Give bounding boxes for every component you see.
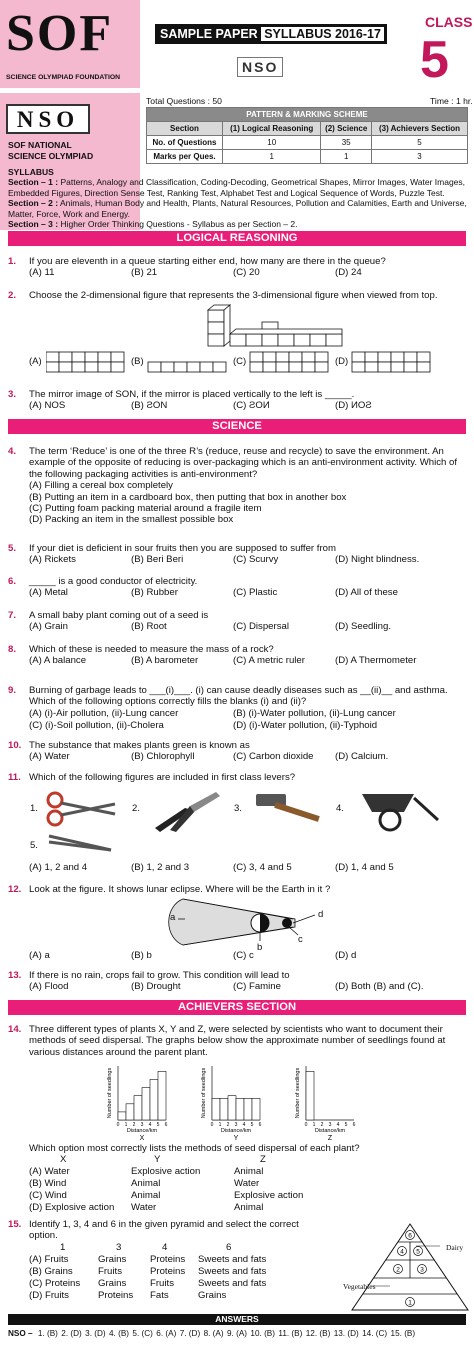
option-a: (A) Flood bbox=[29, 981, 69, 993]
answer-item: 13. (D) bbox=[333, 1329, 359, 1338]
pyramid-label: 4 bbox=[400, 1248, 404, 1256]
3d-blocks-figure bbox=[200, 304, 350, 348]
diagram-label: c bbox=[298, 934, 303, 945]
answer-item: 11. (B) bbox=[278, 1329, 303, 1338]
question-text: The term ‘Reduce’ is one of the three R’s (reduce, reuse and recycle) to save the environment. An example of the opposite of reducing is over-packaging which is an anti-environment activity. Which of the following packaging activities is anti-environment? bbox=[29, 446, 458, 480]
question-number: 8. bbox=[8, 644, 17, 655]
option-c: (C) Dispersal bbox=[233, 621, 289, 633]
bar bbox=[126, 1104, 134, 1120]
question-number: 11. bbox=[8, 772, 21, 783]
tweezers-icon bbox=[45, 832, 115, 854]
pyramid-label: 1 bbox=[408, 1299, 412, 1307]
option-b: (B) Putting an item in a cardboard box, then putting that box in another box bbox=[29, 491, 347, 503]
x-tick-label: 1 bbox=[312, 1122, 316, 1128]
option-cell: Grains bbox=[198, 1289, 227, 1301]
option-d: (D) Seedling. bbox=[335, 621, 391, 633]
class-label: CLASS bbox=[425, 14, 473, 30]
section-achievers: ACHIEVERS SECTION bbox=[8, 1000, 466, 1015]
column-head: 6 bbox=[226, 1241, 232, 1253]
option-cell: Animal bbox=[131, 1190, 161, 1202]
lunar-eclipse-diagram bbox=[165, 897, 335, 949]
option-c: (C) ƧOИ bbox=[233, 400, 270, 412]
pattern-cell: 5 bbox=[371, 136, 467, 150]
x-tick-label: 3 bbox=[140, 1122, 144, 1128]
option-b: (B) Grains bbox=[29, 1265, 73, 1277]
option-cell: Fats bbox=[150, 1289, 169, 1301]
answer-item: 2. (D) bbox=[61, 1329, 82, 1338]
x-tick-label: 4 bbox=[148, 1122, 152, 1128]
option-a: (A) Metal bbox=[29, 587, 68, 599]
question-number: 1. bbox=[8, 256, 17, 267]
question-9 bbox=[8, 685, 466, 732]
syllabus-section-1-text: Patterns, Analogy and Classification, Coding-Decoding, Geometrical Shapes, Mirror Images, Water Images, Embedded Figures, Direction Sense Test, Ranking Test, Alphabet Test and Logical Sequence of Words, Puzzle Test. bbox=[8, 177, 466, 198]
option-a: (A) Water bbox=[29, 1166, 70, 1178]
option-d: (D) ИOƧ bbox=[335, 400, 372, 412]
option-d: (D) d bbox=[335, 950, 357, 961]
option-c: (C) Carbon dioxide bbox=[233, 751, 314, 763]
option-cell: Fruits bbox=[150, 1277, 174, 1289]
question-11 bbox=[8, 772, 466, 783]
x-axis-label: Distance/km bbox=[126, 1128, 158, 1134]
question-7 bbox=[8, 610, 466, 633]
question-number: 14. bbox=[8, 1024, 22, 1035]
diagram-label: a bbox=[170, 912, 176, 923]
column-head: 4 bbox=[162, 1241, 168, 1253]
option-c: (C) Proteins bbox=[29, 1277, 81, 1289]
question-11-options bbox=[8, 862, 466, 874]
pyramid-label: 6 bbox=[408, 1232, 412, 1240]
question-text: The substance that makes plants green is known as bbox=[29, 740, 250, 751]
option-cell: Explosive action bbox=[131, 1166, 201, 1178]
option-cell: Proteins bbox=[150, 1253, 186, 1265]
bar bbox=[228, 1096, 236, 1120]
option-cell: Proteins bbox=[98, 1289, 134, 1301]
option-a: (A) bbox=[29, 356, 42, 367]
question-2 bbox=[8, 290, 466, 301]
y-axis-label: Number of seedlings bbox=[107, 1067, 113, 1119]
figure-label: 4. bbox=[336, 803, 344, 814]
bar bbox=[236, 1098, 244, 1120]
question-prompt: Which option most correctly lists the methods of seed dispersal of each plant? bbox=[29, 1143, 360, 1154]
sof-logo: SOF bbox=[6, 5, 114, 62]
option-a: (A) (i)-Air pollution, (ii)-Lung cancer bbox=[29, 707, 179, 719]
syllabus bbox=[8, 167, 472, 229]
question-number: 7. bbox=[8, 610, 17, 621]
answer-item: 12. (B) bbox=[305, 1329, 331, 1338]
answer-item: 5. (C) bbox=[132, 1329, 153, 1338]
bar bbox=[118, 1112, 126, 1120]
nso-small-logo: NSO bbox=[237, 57, 283, 77]
answer-item: 3. (D) bbox=[85, 1329, 106, 1338]
x-axis-label: Distance/km bbox=[314, 1128, 346, 1134]
syllabus-title: SYLLABUS bbox=[8, 167, 54, 177]
seedlings-charts bbox=[100, 1062, 360, 1144]
question-3 bbox=[8, 389, 466, 412]
option-c: (C) 3, 4 and 5 bbox=[233, 862, 292, 873]
option-b: (B) (i)-Water pollution, (ii)-Lung cancer bbox=[233, 707, 396, 719]
syllabus-section-2-label: Section – 2 : bbox=[8, 198, 59, 209]
vegetables-label: Vegetables bbox=[343, 1282, 376, 1291]
column-head: 3 bbox=[116, 1241, 122, 1253]
question-1 bbox=[8, 256, 466, 279]
question-text: Which of the following figures are included in first class levers? bbox=[29, 772, 296, 783]
pattern-cell: 1 bbox=[223, 150, 321, 164]
class-number: 5 bbox=[420, 31, 449, 89]
option-c: (C) (i)-Soil pollution, (ii)-Cholera bbox=[29, 719, 164, 731]
figure-label: 2. bbox=[132, 803, 140, 814]
option-cell: Explosive action bbox=[234, 1190, 304, 1202]
option-cell: Water bbox=[131, 1202, 157, 1214]
option-b: (B) Rubber bbox=[131, 587, 178, 599]
section-logical-reasoning: LOGICAL REASONING bbox=[8, 231, 466, 246]
option-c: (C) 20 bbox=[233, 267, 260, 279]
answers-label: NSO – bbox=[8, 1329, 33, 1338]
bar bbox=[150, 1080, 158, 1121]
question-number: 10. bbox=[8, 740, 22, 751]
option-d: (D) Packing an item in the smallest possible box bbox=[29, 514, 234, 526]
answer-item: 14. (C) bbox=[362, 1329, 388, 1338]
option-a: (A) Water bbox=[29, 751, 70, 763]
y-axis-label: Number of seedlings bbox=[201, 1067, 207, 1119]
x-tick-label: 3 bbox=[234, 1122, 238, 1128]
bar bbox=[212, 1098, 220, 1120]
question-text: _____ is a good conductor of electricity. bbox=[29, 576, 198, 587]
question-number: 9. bbox=[8, 685, 17, 696]
option-b: (B) 21 bbox=[131, 267, 158, 279]
question-number: 5. bbox=[8, 543, 17, 554]
option-cell: Water bbox=[234, 1178, 260, 1190]
question-5 bbox=[8, 543, 466, 566]
option-cell: Animal bbox=[131, 1178, 161, 1190]
option-c: (C) Plastic bbox=[233, 587, 278, 599]
food-pyramid-diagram bbox=[340, 1222, 470, 1312]
option-a: (A) Grain bbox=[29, 621, 68, 633]
x-tick-label: 0 bbox=[304, 1122, 308, 1128]
pattern-cell: No. of Questions bbox=[147, 136, 223, 150]
syllabus-section-2 bbox=[8, 198, 472, 219]
bar bbox=[134, 1096, 142, 1120]
question-8 bbox=[8, 644, 466, 667]
column-head: 1 bbox=[60, 1241, 66, 1253]
option-c: (C) A metric ruler bbox=[233, 655, 305, 667]
option-b: (B) 1, 2 and 3 bbox=[131, 862, 190, 873]
answers-title: ANSWERS bbox=[8, 1314, 466, 1325]
scissors-icon bbox=[45, 790, 120, 830]
option-b: (B) Wind bbox=[29, 1178, 67, 1190]
question-number: 15. bbox=[8, 1219, 22, 1230]
x-tick-label: 0 bbox=[210, 1122, 214, 1128]
option-c: (C) Famine bbox=[233, 981, 281, 993]
option-cell: Proteins bbox=[150, 1265, 186, 1277]
figure-label: 3. bbox=[234, 803, 242, 814]
question-number: 6. bbox=[8, 576, 17, 587]
option-a: (A) Rickets bbox=[29, 554, 76, 566]
option-a: (A) a bbox=[29, 950, 50, 961]
question-6 bbox=[8, 576, 466, 599]
option-a: (A) Filling a cereal box completely bbox=[29, 480, 173, 492]
option-a: (A) NOS bbox=[29, 400, 66, 412]
question-10 bbox=[8, 740, 466, 763]
question-12 bbox=[8, 884, 466, 895]
total-questions: Total Questions : 50 bbox=[146, 96, 222, 106]
option-d: (D) Explosive action bbox=[29, 1202, 115, 1214]
syllabus-section-3-text: Higher Order Thinking Questions - Syllabus as per Section – 2. bbox=[60, 219, 298, 230]
option-d: (D) Fruits bbox=[29, 1289, 69, 1301]
option-cell: Sweets and fats bbox=[198, 1253, 267, 1265]
diagram-label: d bbox=[318, 909, 324, 920]
chart-name: Y bbox=[233, 1135, 239, 1142]
option-d: (D) bbox=[335, 356, 349, 367]
pattern-cell: 10 bbox=[223, 136, 321, 150]
question-text: If there is no rain, crops fail to grow. This condition will lead to bbox=[29, 970, 290, 981]
section-science: SCIENCE bbox=[8, 419, 466, 434]
bar bbox=[142, 1088, 150, 1120]
bar bbox=[252, 1098, 260, 1120]
question-text: A small baby plant coming out of a seed is bbox=[29, 610, 209, 621]
column-head: Z bbox=[260, 1154, 266, 1166]
x-axis-label: Distance/km bbox=[220, 1128, 252, 1134]
option-cell: Animal bbox=[234, 1166, 264, 1178]
wheelbarrow-icon bbox=[352, 786, 442, 834]
question-text: If your diet is deficient in sour fruits then you are supposed to suffer from bbox=[29, 543, 336, 554]
sample-paper-banner bbox=[155, 24, 387, 44]
pattern-header: (3) Achievers Section bbox=[371, 122, 467, 136]
answer-item: 10. (B) bbox=[250, 1329, 275, 1338]
question-4 bbox=[8, 446, 466, 526]
syllabus-section-1 bbox=[8, 177, 472, 198]
x-tick-label: 4 bbox=[336, 1122, 340, 1128]
option-d: (D) All of these bbox=[335, 587, 398, 599]
top-view-options-figure bbox=[46, 348, 466, 376]
question-number: 4. bbox=[8, 446, 17, 457]
option-cell: Sweets and fats bbox=[198, 1277, 267, 1289]
question-15 bbox=[8, 1219, 308, 1302]
option-cell: Fruits bbox=[98, 1265, 122, 1277]
option-cell: Animal bbox=[234, 1202, 264, 1214]
option-c: (C) Putting foam packing material around a fragile item bbox=[29, 503, 262, 515]
syllabus-section-1-label: Section – 1 : bbox=[8, 177, 59, 188]
column-head: X bbox=[60, 1154, 67, 1166]
x-tick-label: 5 bbox=[156, 1122, 160, 1128]
option-d: (D) Calcium. bbox=[335, 751, 389, 763]
answer-item: 1. (B) bbox=[37, 1329, 58, 1338]
question-12-options bbox=[8, 950, 466, 962]
x-tick-label: 1 bbox=[218, 1122, 222, 1128]
nso-logo: NSO bbox=[6, 104, 90, 134]
pyramid-label: 3 bbox=[420, 1266, 424, 1274]
pattern-title: PATTERN & MARKING SCHEME bbox=[147, 108, 468, 122]
option-b: (B) b bbox=[131, 950, 152, 961]
x-tick-label: 3 bbox=[328, 1122, 332, 1128]
dairy-label: Dairy bbox=[446, 1243, 464, 1252]
nso-fullname-line1: SOF NATIONAL bbox=[8, 140, 72, 150]
option-c: (C) c bbox=[233, 950, 254, 961]
bar bbox=[306, 1071, 314, 1120]
chart-name: Z bbox=[327, 1135, 333, 1142]
question-number: 3. bbox=[8, 389, 17, 400]
bar bbox=[158, 1071, 166, 1120]
option-b: (B) Chlorophyll bbox=[131, 751, 195, 763]
question-text: If you are eleventh in a queue starting either end, how many are there in the queue? bbox=[29, 256, 386, 267]
question-14-options bbox=[8, 1143, 466, 1214]
option-c: (C) Wind bbox=[29, 1190, 67, 1202]
pliers-icon bbox=[150, 788, 225, 832]
answer-item: 7. (D) bbox=[179, 1329, 201, 1338]
x-tick-label: 0 bbox=[116, 1122, 120, 1128]
sample-paper-label: SAMPLE PAPER bbox=[160, 27, 258, 41]
answer-item: 8. (A) bbox=[203, 1329, 224, 1338]
option-c: (C) bbox=[233, 356, 247, 367]
option-cell: Grains bbox=[98, 1277, 127, 1289]
x-tick-label: 2 bbox=[132, 1122, 136, 1128]
bar bbox=[244, 1098, 252, 1120]
pattern-cell: 1 bbox=[321, 150, 372, 164]
time-allowed: Time : 1 hr. bbox=[430, 96, 473, 106]
option-b: (B) bbox=[131, 356, 144, 367]
option-b: (B) ƧON bbox=[131, 400, 168, 412]
option-a: (A) Fruits bbox=[29, 1253, 69, 1265]
nso-fullname-line2: SCIENCE OLYMPIAD bbox=[8, 151, 94, 161]
x-tick-label: 6 bbox=[164, 1122, 168, 1128]
question-text: Three different types of plants X, Y and Z, were selected by scientists who want to document their methods of seed dispersal. The graphs below show the approximate number of seedlings found at various distances around the parent plant. bbox=[29, 1024, 446, 1058]
figure-label: 1. bbox=[30, 803, 38, 814]
option-b: (B) Drought bbox=[131, 981, 181, 993]
pyramid-label: 2 bbox=[396, 1266, 400, 1274]
diagram-label: b bbox=[257, 942, 263, 953]
question-text: Look at the figure. It shows lunar eclipse. Where will be the Earth in it ? bbox=[29, 884, 331, 895]
option-d: (D) (i)-Water pollution, (ii)-Typhoid bbox=[233, 719, 378, 731]
syllabus-year: SYLLABUS 2016-17 bbox=[261, 27, 384, 41]
pattern-cell: 35 bbox=[321, 136, 372, 150]
pyramid-label: 5 bbox=[416, 1248, 420, 1256]
option-b: (B) Root bbox=[131, 621, 167, 633]
question-text: Identify 1, 3, 4 and 6 in the given pyramid and select the correct option. bbox=[29, 1219, 299, 1242]
y-axis-label: Number of seedlings bbox=[295, 1067, 301, 1119]
option-cell: Grains bbox=[98, 1253, 127, 1265]
question-text: Choose the 2-dimensional figure that represents the 3-dimensional figure when viewed from top. bbox=[29, 290, 438, 301]
pattern-cell: Marks per Ques. bbox=[147, 150, 223, 164]
pattern-header: Section bbox=[147, 122, 223, 136]
question-13 bbox=[8, 970, 466, 993]
pattern-header: (2) Science bbox=[321, 122, 372, 136]
nso-fullname bbox=[8, 140, 93, 162]
hammer-icon bbox=[252, 790, 327, 830]
answer-item: 9. (A) bbox=[226, 1329, 248, 1338]
option-d: (D) Night blindness. bbox=[335, 554, 420, 566]
x-tick-label: 1 bbox=[124, 1122, 128, 1128]
x-tick-label: 6 bbox=[352, 1122, 356, 1128]
option-d: (D) 24 bbox=[335, 267, 362, 279]
question-text: Which of these is needed to measure the mass of a rock? bbox=[29, 644, 274, 655]
sof-subtitle: SCIENCE OLYMPIAD FOUNDATION bbox=[6, 74, 121, 81]
syllabus-section-3-label: Section – 3 : bbox=[8, 219, 59, 230]
pattern-header: (1) Logical Reasoning bbox=[223, 122, 321, 136]
option-cell: Sweets and fats bbox=[198, 1265, 267, 1277]
option-a: (A) 1, 2 and 4 bbox=[29, 862, 88, 873]
question-number: 13. bbox=[8, 970, 22, 981]
x-tick-label: 5 bbox=[250, 1122, 254, 1128]
option-c: (C) Scurvy bbox=[233, 554, 279, 566]
figure-label: 5. bbox=[30, 840, 38, 851]
x-tick-label: 2 bbox=[226, 1122, 230, 1128]
option-d: (D) A Thermometer bbox=[335, 655, 417, 667]
question-number: 2. bbox=[8, 290, 17, 301]
x-tick-label: 2 bbox=[320, 1122, 324, 1128]
question-text: The mirror image of SON, if the mirror is placed vertically to the left is _____. bbox=[29, 389, 355, 400]
x-tick-label: 4 bbox=[242, 1122, 246, 1128]
question-number: 12. bbox=[8, 884, 22, 895]
option-d: (D) Both (B) and (C). bbox=[335, 981, 424, 993]
answers-line bbox=[8, 1329, 472, 1338]
question-14 bbox=[8, 1024, 466, 1058]
option-b: (B) A barometer bbox=[131, 655, 199, 667]
syllabus-section-2-text: Animals, Human Body and Health, Plants, Natural Resources, Pollution and Calamities, Earth and Universe, Matter, Force, Work and Energy. bbox=[8, 198, 467, 219]
pattern-cell: 3 bbox=[371, 150, 467, 164]
option-a: (A) A balance bbox=[29, 655, 87, 667]
answer-item: 15. (B) bbox=[390, 1329, 416, 1338]
answer-item: 4. (B) bbox=[109, 1329, 130, 1338]
option-a: (A) 11 bbox=[29, 267, 55, 279]
option-d: (D) 1, 4 and 5 bbox=[335, 862, 394, 873]
syllabus-section-3 bbox=[8, 219, 472, 229]
question-text: Burning of garbage leads to ___(i)___. (i) can cause deadly diseases such as __(ii)__ and asthma. Which of the following options correctly fills the blanks (i) and (ii)? bbox=[29, 685, 448, 708]
chart-name: X bbox=[139, 1135, 145, 1142]
option-b: (B) Beri Beri bbox=[131, 554, 184, 566]
bar bbox=[220, 1098, 228, 1120]
x-tick-label: 5 bbox=[344, 1122, 348, 1128]
x-tick-label: 6 bbox=[258, 1122, 262, 1128]
column-head: Y bbox=[154, 1154, 161, 1166]
answer-item: 6. (A) bbox=[156, 1329, 177, 1338]
pattern-table bbox=[146, 107, 468, 164]
